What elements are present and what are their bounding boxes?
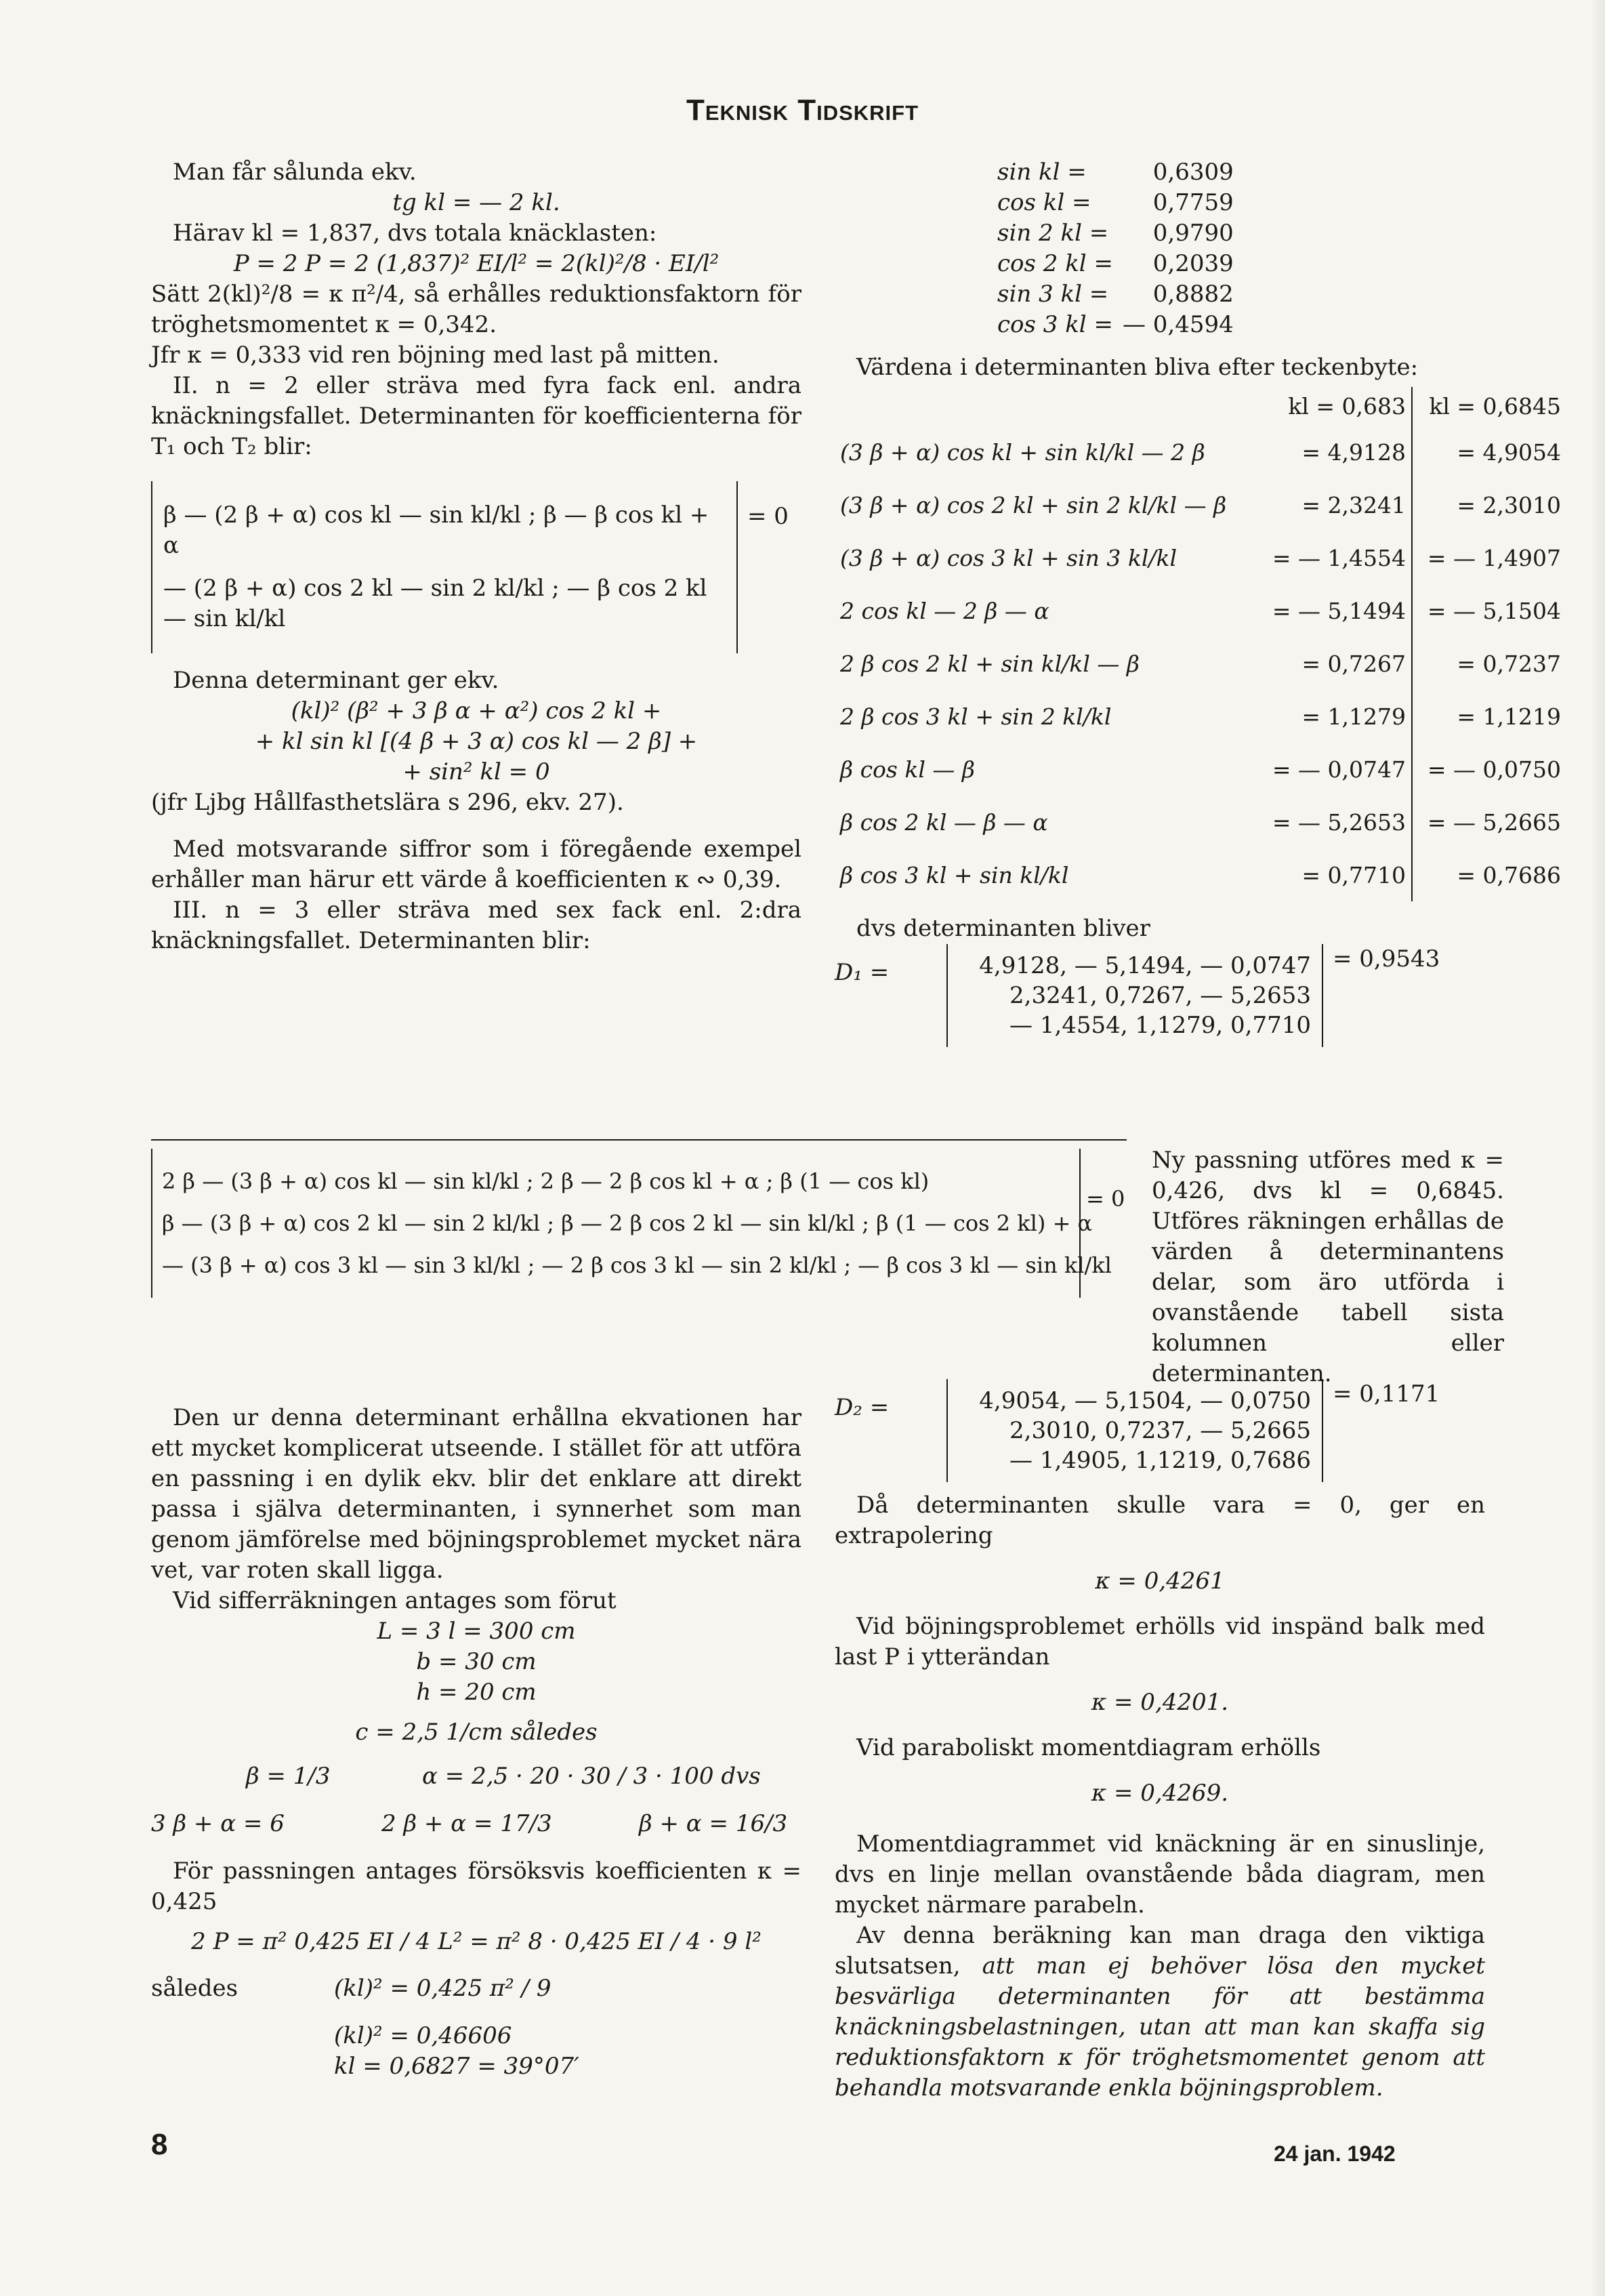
equation-line: b = 30 cm [416,1648,537,1675]
table-row [835,426,1566,478]
determinant-d1 [835,944,1485,1046]
text-paragraph: Med motsvarande siffror som i föregående exempel erhåller man härur ett värde å koefficienten κ ∾ 0,39. [151,836,801,893]
table-row [835,637,1566,690]
determinant-d2 [835,1379,1485,1481]
determinant-row: 2 β — (3 β + α) cos kl — sin kl/kl ; 2 β — 2 β cos kl + α ; β (1 — cos kl) [162,1168,930,1194]
trig-value: 0,2039 [1152,250,1234,277]
trig-values-table [997,157,1234,340]
trig-label: sin 3 kl = [997,281,1109,308]
text-line: (jfr Ljbg Hållfasthetslära s 296, ekv. 27). [151,789,624,816]
equation-line: L = 3 l = 300 cm [377,1618,576,1645]
table-cell-value: = — 5,2653 [1257,796,1412,848]
determinant-label: D₁ = [835,959,890,986]
equation-line: c = 2,5 1/cm således [355,1719,598,1746]
text-line: Vid sifferräkningen antages som förut [173,1587,617,1614]
determinant-row: 4,9128, — 5,1494, — 0,0747 [979,952,1311,979]
trig-label: cos 3 kl = [997,311,1113,338]
table-cell-expression: 2 cos kl — 2 β — α [840,597,1049,624]
equation-buckling-load: P = 2 P = 2 (1,837)² EI/l² = 2(kl)²/8 · EI/l² [233,250,720,277]
table-cell-value: = 0,7686 [1457,861,1561,888]
table-cell-expression: 2 β cos 3 kl + sin 2 kl/kl [840,703,1112,730]
determinant-2x2 [151,481,801,653]
determinant-row: — (2 β + α) cos 2 kl — sin 2 kl/kl ; — β cos 2 kl — sin kl/kl [163,575,707,632]
trig-value: 0,9790 [1152,220,1234,247]
determinant-row: β — (2 β + α) cos kl — sin kl/kl ; β — β cos kl + α [163,501,709,559]
equation-row [151,1761,801,1809]
text-paragraph: II. n = 2 eller sträva med fyra fack enl. andra knäckningsfallet. Determinanten för koefficienterna för T₁ och T₂ blir: [151,372,801,460]
equation-row [151,1809,801,1856]
determinant-values-table [835,387,1566,901]
determinant-body [946,1379,1323,1482]
text-line: Jfr κ = 0,333 vid ren böjning med last på mitten. [151,342,720,369]
table-cell-value: = 2,3241 [1257,478,1412,531]
table-cell-value: = 1,1279 [1257,690,1412,743]
determinant-body [946,944,1323,1047]
text-paragraph: För passningen antages försöksvis koefficienten κ = 0,425 [151,1858,801,1915]
determinant-row: — 1,4905, 1,1219, 0,7686 [1009,1447,1311,1474]
column-header: kl = 0,683 [1288,393,1406,419]
equation-line: h = 20 cm [416,1679,537,1706]
table-cell-value: = 0,7237 [1457,650,1561,677]
conclusion-lead: Av denna beräkning kan man draga den viktiga slutsatsen, [835,1922,1485,1980]
divider-line [151,1139,1127,1141]
side-note: Ny passning utföres med κ = 0,426, dvs kl = 0,6845. Utföres räkningen erhållas de värden å determinantens delar, som äro utförda i ovanstående tabell sista kolumnen eller determinanten. [1152,1147,1504,1387]
text-line: Värdena i determinanten bliva efter teckenbyte: [856,354,1419,381]
equation-alpha: α = 2,5 · 20 · 30 / 3 · 100 dvs [422,1763,761,1790]
column-header: kl = 0,6845 [1412,387,1566,426]
lower-right-column [835,1379,1485,2104]
journal-header: Teknisk Tidskrift [686,94,919,127]
result-equation: κ = 0,4269. [1091,1780,1229,1807]
determinant-row: — 1,4554, 1,1279, 0,7710 [1009,1012,1311,1039]
trig-row [997,188,1234,218]
trig-value: 0,7759 [1152,189,1234,216]
table-cell-value: = — 1,4907 [1427,544,1561,571]
determinant-body [151,481,738,653]
determinant-result: = 0,1171 [1333,1380,1440,1408]
conclusion-emphasis: att man ej behöver lösa den mycket besvärliga determinanten för att bestämma knäckningsbelastningen, utan att man kan skaffa sig reduktionsfaktorn κ för tröghetsmomentet genom att behandla motsvarande enkla böjningsproblem. [835,1952,1485,2102]
equation-beta: β = 1/3 [246,1763,331,1790]
table-cell-expression: (3 β + α) cos 3 kl + sin 3 kl/kl [840,544,1177,571]
table-cell-value: = — 0,0747 [1257,743,1412,796]
right-column [835,157,1561,1046]
table-row [835,796,1566,848]
table-row [835,478,1566,531]
determinant-equals: = 0 [1086,1186,1125,1212]
trig-label: cos kl = [997,189,1091,216]
text-line: Vid paraboliskt momentdiagram erhölls [856,1734,1321,1761]
table-cell-value: = 4,9054 [1457,438,1561,466]
equation-line: + sin² kl = 0 [402,758,550,785]
determinant-row: — (3 β + α) cos 3 kl — sin 3 kl/kl ; — 2 β cos 3 kl — sin 2 kl/kl ; — β cos 3 kl — sin kl/kl [162,1252,1112,1278]
issue-date: 24 jan. 1942 [1274,2141,1396,2166]
determinant-row: β — (3 β + α) cos 2 kl — sin 2 kl/kl ; β — 2 β cos 2 kl — sin kl/kl ; β (1 — cos 2 kl) + α [162,1210,1093,1236]
table-cell-expression: β cos 3 kl + sin kl/kl [840,861,1069,888]
trig-value: — 0,4594 [1122,311,1234,338]
left-column [151,157,801,956]
equation-sum: β + α = 16/3 [639,1810,788,1837]
text-paragraph: Den ur denna determinant erhållna ekvationen har ett mycket komplicerat utseende. I stället för att utföra en passning i en dylik ekv. blir det enklare att direkt passa i själva determinanten, i synnerhet som man genom jämförelse med böjningsproblemet mycket nära vet, var roten skall ligga. [151,1404,801,1584]
equation-tg: tg kl = — 2 kl. [392,189,560,216]
table-cell-expression: β cos kl — β [840,756,975,783]
equation-line: + kl sin kl [(4 β + 3 α) cos kl — 2 β] + [255,728,698,755]
table-cell-expression: (3 β + α) cos kl + sin kl/kl — 2 β [840,438,1205,466]
text-paragraph: III. n = 3 eller sträva med sex fack enl. 2:dra knäckningsfallet. Determinanten blir: [151,897,801,954]
trig-label: cos 2 kl = [997,250,1113,277]
trig-row [997,249,1234,279]
equation-line: (kl)² (β² + 3 β α + α²) cos 2 kl + [291,697,662,724]
text-line: Denna determinant ger ekv. [173,667,499,694]
text-paragraph: Vid böjningsproblemet erhölls vid inspänd balk med last P i ytterändan [835,1613,1485,1670]
result-equation: κ = 0,4261 [1095,1567,1225,1595]
equation-sum: 2 β + α = 17/3 [381,1810,552,1837]
equation-kl-squared: (kl)² = 0,425 π² / 9 [334,1975,551,2002]
text-paragraph: Momentdiagrammet vid knäckning är en sinuslinje, dvs en linje mellan ovanstående båda diagram, men mycket närmare parabeln. [835,1830,1485,1919]
table-cell-value: = — 5,1494 [1257,584,1412,637]
determinant-label: D₂ = [835,1394,890,1421]
conclusion-paragraph [835,1921,1485,2104]
determinant-equals: = 0 [747,503,789,530]
text-label: således [151,1975,238,2002]
trig-row [997,279,1234,310]
equation-line: (kl)² = 0,46606 [334,2022,512,2049]
table-cell-value: = 4,9128 [1257,426,1412,478]
result-equation: κ = 0,4201. [1091,1689,1229,1716]
table-cell-expression: β cos 2 kl — β — α [840,808,1048,836]
table-cell-value: = — 5,2665 [1427,808,1561,836]
table-row [835,584,1566,637]
page-number: 8 [151,2128,168,2161]
text-line: dvs determinanten bliver [856,915,1150,942]
determinant-body [151,1149,1112,1298]
determinant-row: 2,3010, 0,7237, — 5,2665 [1009,1417,1311,1444]
equation-line: 2 P = π² 0,425 EI / 4 L² = π² 8 · 0,425 EI / 4 · 9 l² [191,1928,762,1955]
table-cell-expression: (3 β + α) cos 2 kl + sin 2 kl/kl — β [840,491,1227,518]
text-line: Man får sålunda ekv. [173,159,417,186]
trig-value: 0,6309 [1152,159,1234,186]
determinant-row: 2,3241, 0,7267, — 5,2653 [1009,982,1311,1009]
text-paragraph: Sätt 2(kl)²/8 = κ π²/4, så erhålles reduktionsfaktorn för tröghetsmomentet κ = 0,342. [151,281,801,338]
text-line: Härav kl = 1,837, dvs totala knäcklasten: [173,220,657,247]
page-edge-shadow [1590,0,1605,2296]
trig-row [997,310,1234,340]
table-row [835,743,1566,796]
table-cell-value: = — 1,4554 [1257,531,1412,584]
table-cell-value: = 1,1219 [1457,703,1561,730]
table-row [835,690,1566,743]
trig-row [997,157,1234,188]
determinant-result: = 0,9543 [1333,945,1440,972]
determinant-row: 4,9054, — 5,1504, — 0,0750 [979,1387,1311,1414]
equation-line: kl = 0,6827 = 39°07′ [334,2053,579,2080]
equation-row [151,1967,801,2021]
equation-sum: 3 β + α = 6 [151,1810,285,1837]
table-row [835,531,1566,584]
text-paragraph: Då determinanten skulle vara = 0, ger en extrapolering [835,1492,1485,1549]
table-cell-value: = 2,3010 [1457,491,1561,518]
table-cell-value: = 0,7267 [1257,637,1412,690]
table-cell-expression: 2 β cos 2 kl + sin kl/kl — β [840,650,1140,677]
table-cell-value: = — 0,0750 [1427,756,1561,783]
table-cell-value: = 0,7710 [1257,848,1412,901]
trig-value: 0,8882 [1152,281,1234,308]
table-row [835,848,1566,901]
table-cell-value: = — 5,1504 [1427,597,1561,624]
trig-row [997,218,1234,249]
lower-left-column [151,1403,801,2082]
trig-label: sin 2 kl = [997,220,1109,247]
determinant-3x3 [151,1149,1127,1298]
trig-label: sin kl = [997,159,1087,186]
